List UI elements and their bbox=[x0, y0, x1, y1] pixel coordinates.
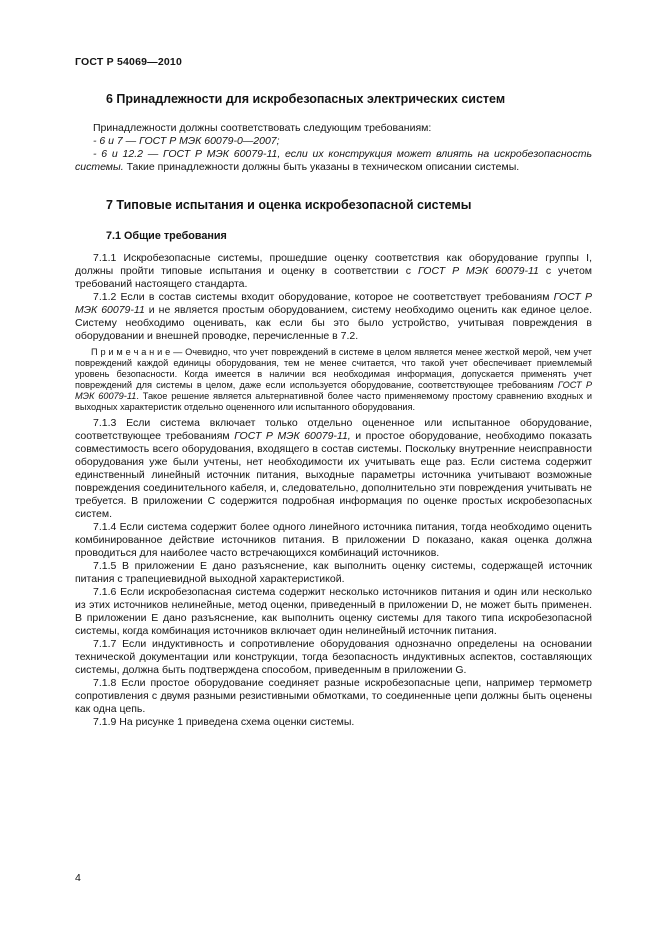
paragraph-7-1-4: 7.1.4 Если система содержит более одного линейного источника питания, тогда необходимо оценить комбинированное действие источников питания. В приложении D показано, какая оценка должна проводиться для наиболее часто встречающихся комбинаций источников. bbox=[75, 521, 592, 559]
running-header: ГОСТ Р 54069—2010 bbox=[75, 56, 183, 68]
list-item-6-2-rest: Такие принадлежности должны быть указаны в техническом описании системы. bbox=[123, 161, 520, 173]
text-segment: 7.1.2 Если в состав системы входит оборудование, которое не соответствует требованиям bbox=[93, 291, 554, 303]
list-item-6-2-reference: - 6 и 12.2 — ГОСТ Р МЭК 60079-11, если их конструкция может влиять на искробезопасность системы. bbox=[75, 148, 592, 173]
paragraph-7-1-2 bbox=[75, 291, 592, 343]
section-6-heading: 6 Принадлежности для искробезопасных электрических систем bbox=[106, 92, 506, 106]
text-segment: с учетом требований настоящего стандарта. bbox=[75, 265, 593, 290]
text-segment: 7.1.1 Искробезопасные системы, прошедшие оценку соответствия как оборудование группы I, должны пройти типовые испытания и оценку в соответствии с bbox=[75, 252, 592, 277]
page-content bbox=[75, 56, 592, 729]
paragraph-7-1-7: 7.1.7 Если индуктивность и сопротивление оборудования однозначно определены на основании технической документации или конструкции, тогда безопасность индуктивных аспектов, составляющих системы, должна быть подтверждена способом, приведенным в приложении G. bbox=[75, 638, 592, 676]
list-item-6-1: - 6 и 7 — ГОСТ Р МЭК 60079-0—2007; bbox=[93, 135, 280, 147]
note-block bbox=[75, 347, 592, 413]
list-item-6-2 bbox=[75, 148, 592, 174]
text-segment: и простое оборудование, необходимо показать совместимость всего оборудования, входящего в состав системы. Поскольку внутренние неисправности оборудования уже были учтены, нет необходимости их учитывать еще раз. Если система содержит единственный линейный источник питания, выходные параметры источника учитывают возможные повреждения соединительного кабеля, и, следовательно, дополнительно эти повреждения учитывать не требуется. В приложении C содержится подробная информация по оценке простых искробезопасных систем. bbox=[75, 430, 592, 520]
gost-reference: ГОСТ Р МЭК 60079-11 bbox=[417, 265, 539, 277]
paragraph-7-1-1 bbox=[75, 252, 592, 291]
section-7-heading: 7 Типовые испытания и оценка искробезопасной системы bbox=[106, 198, 472, 212]
paragraph-7-1-8: 7.1.8 Если простое оборудование соединяет разные искробезопасные цепи, например термометр сопротивления с двумя разными резистивными обмотками, то соединенные цепи должны быть оценены как одна цепь. bbox=[75, 677, 592, 715]
gost-reference: ГОСТ Р МЭК 60079-11 bbox=[75, 291, 592, 316]
gost-reference: ГОСТ Р МЭК 60079-11 bbox=[75, 380, 592, 401]
subsection-7-1-heading: 7.1 Общие требования bbox=[106, 230, 227, 242]
text-segment: 7.1.3 Если система включает только отдельно оцененное или испытанное оборудование, соответствующее требованиям bbox=[75, 417, 592, 442]
page-number: 4 bbox=[75, 872, 81, 884]
paragraph-7-1-3 bbox=[75, 417, 592, 521]
text-segment: и не является простым оборудованием, систему необходимо оценить как единое целое. Систему необходимо оценивать, как если бы это было устройство, учитывая повреждения в оборудовании и внешней проводке, перечисленные в 7.2. bbox=[75, 304, 593, 342]
text-segment: П р и м е ч а н и е — Очевидно, что учет повреждений в системе в целом является менее жесткой мерой, чем учет повреждений каждой единицы оборудования, тем не менее считается, что такой учет обеспечивает приемлемый уровень безопасности. Когда имеется в наличии вся необходимая информация, допускается применять учет повреждений для системы в целом, даже если используется оборудование, соответствующее требованиям bbox=[75, 347, 592, 390]
paragraph-7-1-5: 7.1.5 В приложении E дано разъяснение, как выполнить оценку системы, содержащей источник питания с трапециевидной выходной характеристикой. bbox=[75, 560, 592, 585]
paragraph-7-1-6: 7.1.6 Если искробезопасная система содержит несколько источников питания и один или несколько из этих источников нелинейные, метод оценки, приведенный в приложении D, не может быть применен. В приложении E дано разъяснение, как выполнить оценку системы для такого типа искробезопасной системы, когда комбинация источников включает один нелинейный источник питания. bbox=[75, 586, 592, 637]
paragraph-7-1-9: 7.1.9 На рисунке 1 приведена схема оценки системы. bbox=[93, 716, 355, 728]
gost-reference: ГОСТ Р МЭК 60079-11, bbox=[234, 430, 351, 442]
paragraph-6-intro: Принадлежности должны соответствовать следующим требованиям: bbox=[93, 122, 432, 134]
text-segment: . Такое решение является альтернативной более часто применяемому простому сравнению входных и выходных характеристик отдельно оцененного или испытанного оборудования. bbox=[75, 391, 592, 412]
